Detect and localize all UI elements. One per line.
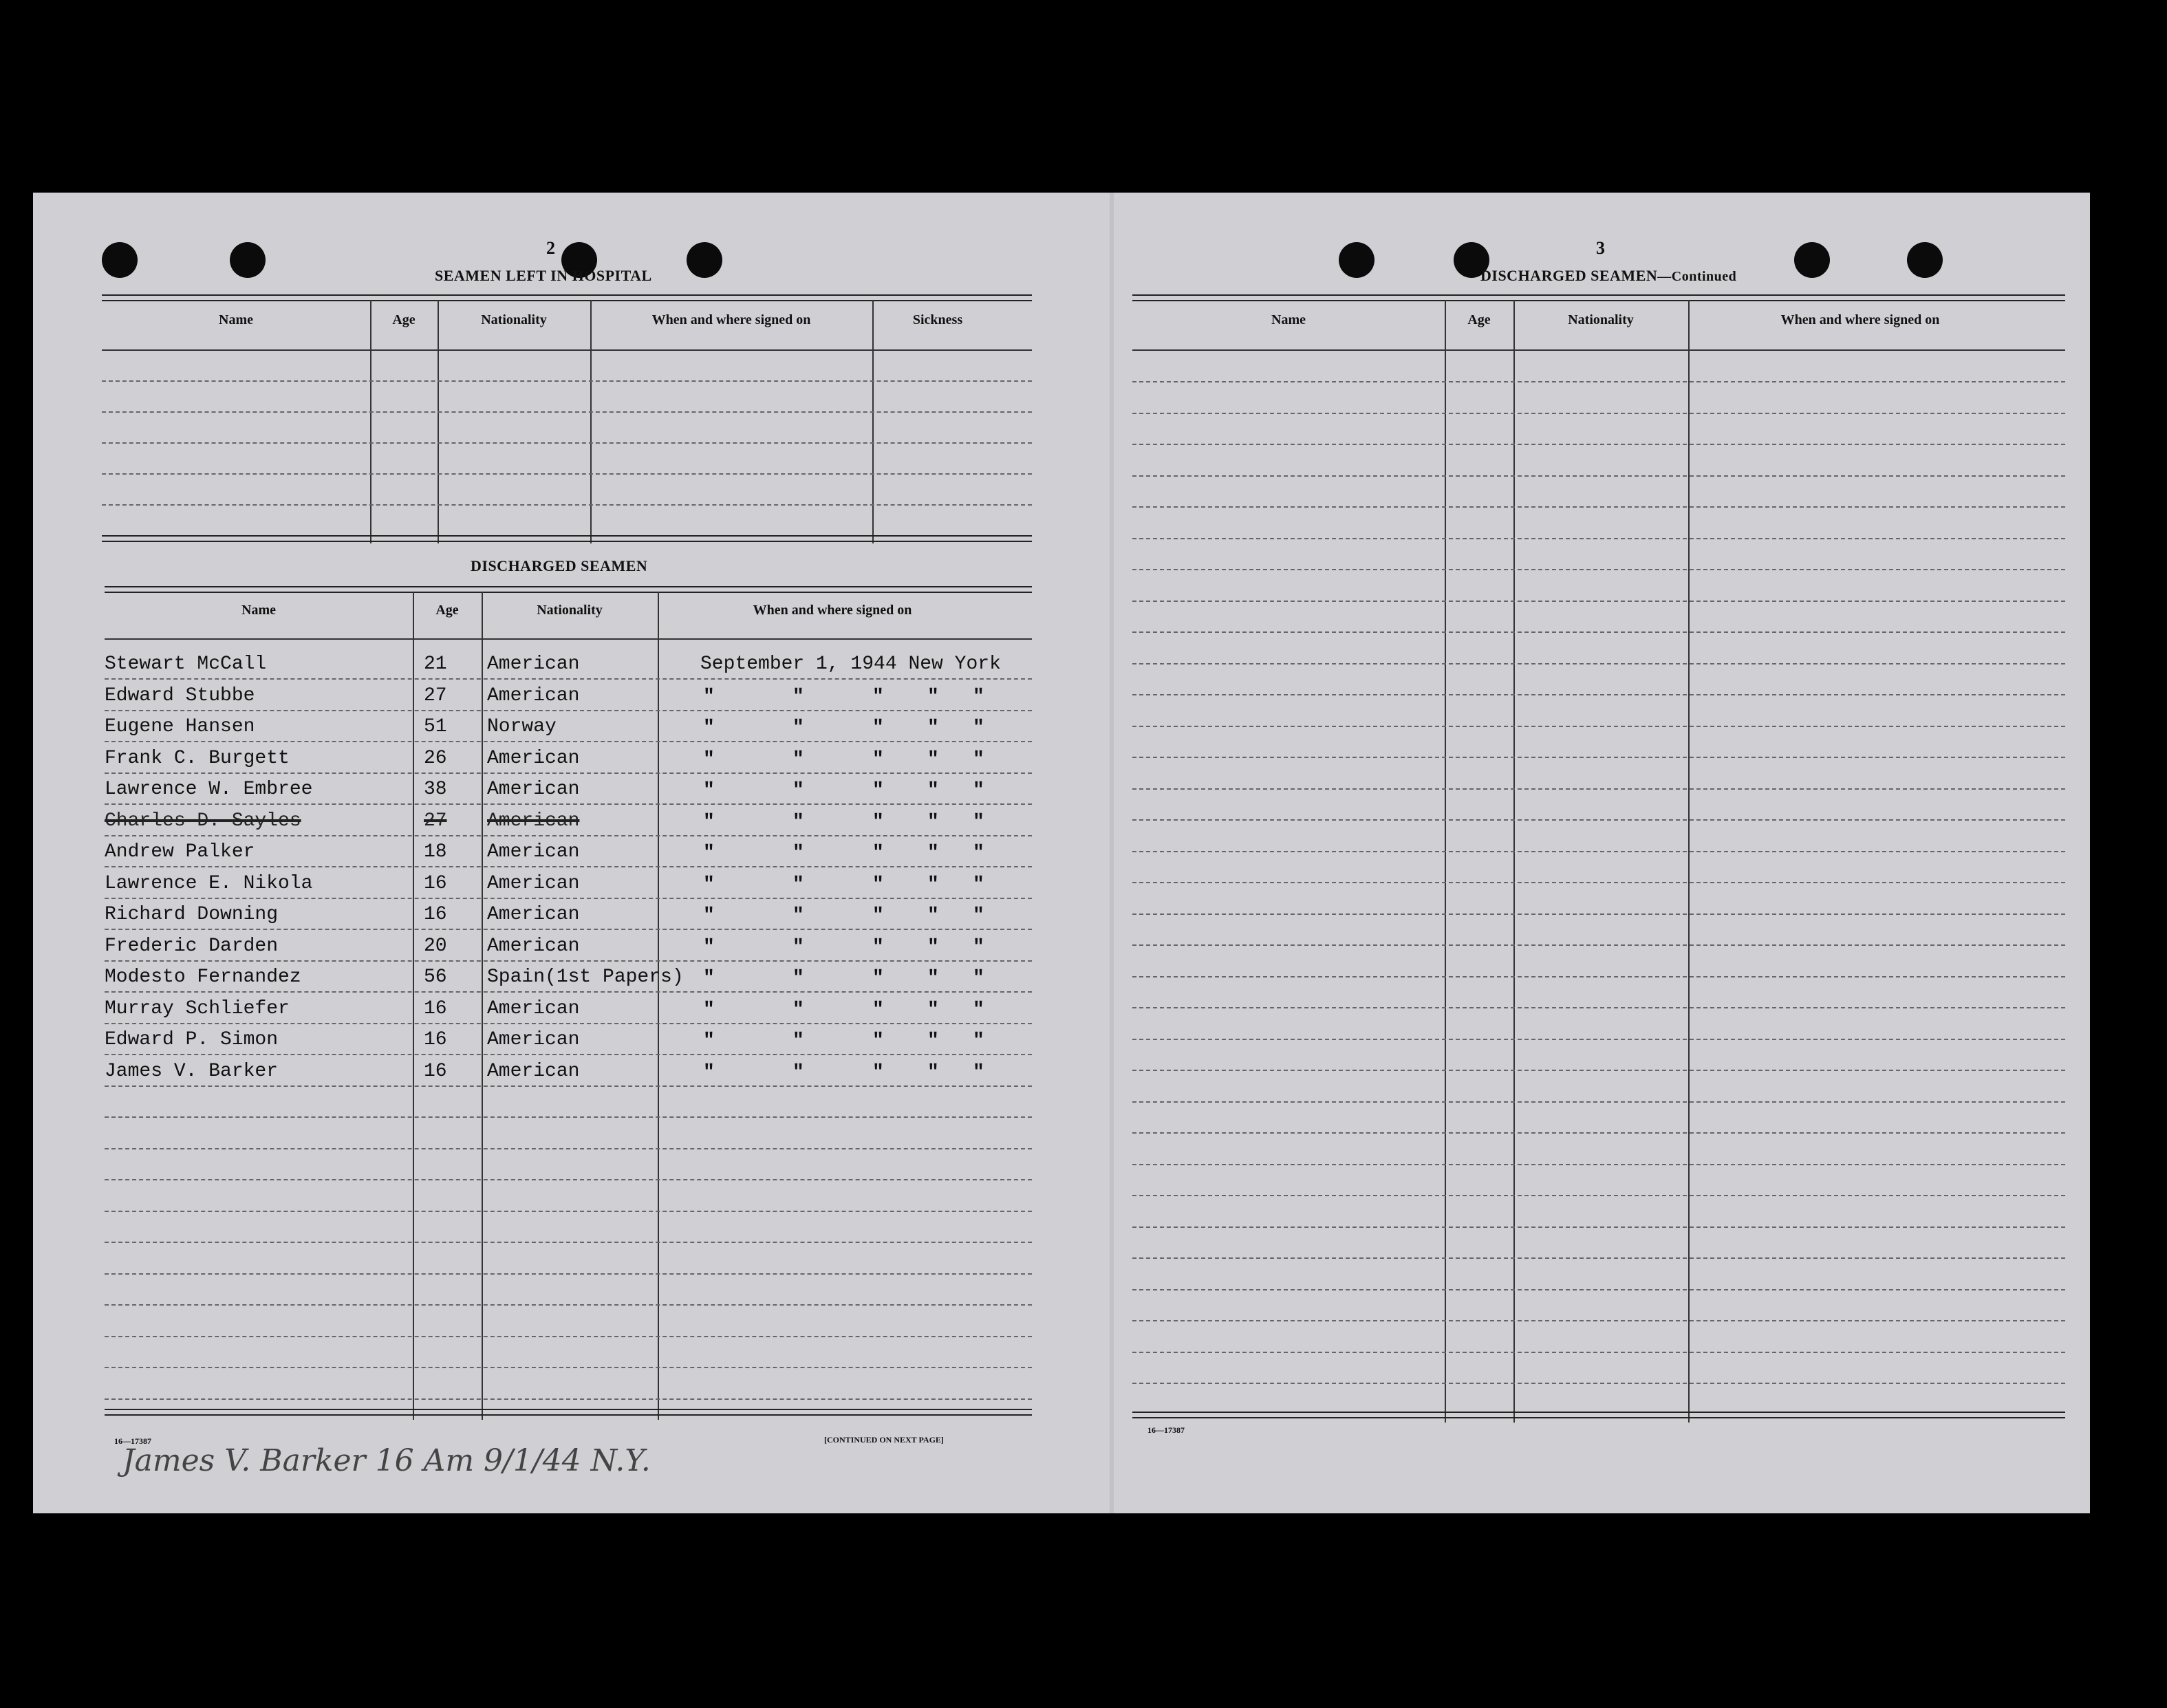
title-suffix: —Continued — [1657, 269, 1737, 284]
seaman-name: Andrew Palker — [105, 841, 255, 863]
ditto-mark: " — [793, 843, 804, 864]
ditto-mark: " — [872, 1030, 884, 1052]
row-rule — [1132, 601, 2065, 602]
column-header-name: Name — [1271, 312, 1306, 327]
seaman-nationality: American — [487, 841, 580, 863]
ditto-mark: " — [927, 811, 939, 833]
ditto-mark: " — [927, 905, 939, 927]
ditto-mark: " — [793, 999, 804, 1021]
ditto-mark: " — [927, 1030, 939, 1052]
ditto-mark: " — [927, 874, 939, 896]
column-header-signed-on: When and where signed on — [651, 312, 811, 327]
row-rule — [105, 1273, 1032, 1275]
row-rule — [105, 929, 1032, 930]
seaman-age: 16 — [424, 872, 447, 894]
hospital-table — [102, 294, 1032, 543]
seaman-name: Edward P. Simon — [105, 1029, 279, 1050]
seaman-nationality: American — [487, 684, 580, 706]
ditto-mark: " — [927, 717, 939, 739]
ditto-mark: " — [872, 717, 884, 739]
ditto-mark: " — [872, 780, 884, 801]
ditto-mark: " — [927, 748, 939, 770]
ditto-mark: " — [793, 905, 804, 927]
punch-hole — [1907, 242, 1943, 278]
ditto-mark: " — [927, 999, 939, 1021]
row-rule — [1132, 726, 2065, 727]
punch-hole — [1794, 242, 1830, 278]
row-rule — [1132, 1132, 2065, 1134]
row-rule — [105, 1054, 1032, 1055]
column-header-age: Age — [392, 312, 416, 327]
ditto-mark: " — [872, 811, 884, 833]
row-rule — [105, 1023, 1032, 1024]
ditto-mark: " — [872, 936, 884, 958]
discharged-table — [105, 586, 1032, 1420]
discharged-continued-title — [1480, 267, 1736, 285]
ditto-mark: " — [973, 905, 984, 927]
ditto-mark: " — [793, 811, 804, 833]
column-header-nationality: Nationality — [537, 603, 603, 618]
ditto-mark: " — [793, 1030, 804, 1052]
row-rule — [1132, 757, 2065, 758]
seaman-age: 16 — [424, 904, 447, 925]
ditto-mark: " — [793, 968, 804, 989]
row-rule — [105, 1398, 1032, 1400]
row-rule — [105, 1367, 1032, 1368]
row-rule — [1132, 1101, 2065, 1103]
row-rule — [1132, 851, 2065, 852]
seaman-name: Modesto Fernandez — [105, 966, 301, 988]
ditto-mark: " — [973, 874, 984, 896]
row-rule — [105, 960, 1032, 962]
form-number-right: 16—17387 — [1147, 1425, 1185, 1435]
ditto-mark: " — [703, 843, 715, 864]
column-header-age: Age — [1467, 312, 1491, 327]
row-rule — [1132, 819, 2065, 821]
row-rule — [1132, 1352, 2065, 1353]
row-rule — [105, 803, 1032, 805]
row-rule — [1132, 413, 2065, 414]
row-rule — [1132, 1226, 2065, 1228]
seaman-name: Murray Schliefer — [105, 997, 290, 1019]
row-rule — [1132, 694, 2065, 695]
ditto-mark: " — [703, 1030, 715, 1052]
column-header-nationality: Nationality — [481, 312, 547, 327]
ditto-mark: " — [872, 748, 884, 770]
row-rule — [105, 710, 1032, 711]
signed-on: September 1, 1944 New York — [700, 653, 1001, 675]
row-rule — [1132, 444, 2065, 445]
ditto-mark: " — [703, 811, 715, 833]
ditto-mark: " — [927, 1061, 939, 1083]
seaman-nationality: American — [487, 997, 580, 1019]
ditto-mark: " — [973, 1061, 984, 1083]
seaman-name: Charles D. Sayles — [105, 810, 301, 832]
seaman-name: Lawrence W. Embree — [105, 779, 313, 800]
ditto-mark: " — [703, 874, 715, 896]
row-rule — [105, 678, 1032, 680]
ditto-mark: " — [973, 936, 984, 958]
seaman-name: James V. Barker — [105, 1060, 279, 1082]
seaman-age: 27 — [424, 810, 447, 832]
ditto-mark: " — [872, 843, 884, 864]
ditto-mark: " — [872, 686, 884, 708]
seaman-age: 26 — [424, 747, 447, 769]
seaman-nationality: American — [487, 747, 580, 769]
row-rule — [1132, 475, 2065, 477]
title-main: DISCHARGED SEAMEN — [1480, 267, 1658, 284]
column-header-signed-on: When and where signed on — [1780, 312, 1940, 327]
row-rule — [105, 866, 1032, 867]
row-rule — [105, 1116, 1032, 1118]
seaman-age: 27 — [424, 684, 447, 706]
ditto-mark: " — [927, 843, 939, 864]
ditto-mark: " — [872, 968, 884, 989]
seaman-age: 38 — [424, 779, 447, 800]
row-rule — [105, 1304, 1032, 1306]
discharged-continued-table — [1132, 294, 2065, 1423]
row-rule — [105, 1085, 1032, 1087]
seaman-nationality: Spain(1st Papers) — [487, 966, 684, 988]
column-header-age: Age — [435, 603, 459, 618]
ditto-mark: " — [872, 874, 884, 896]
punch-hole — [102, 242, 138, 278]
seaman-age: 16 — [424, 997, 447, 1019]
ditto-mark: " — [927, 686, 939, 708]
ditto-mark: " — [793, 717, 804, 739]
ditto-mark: " — [872, 1061, 884, 1083]
row-rule — [1132, 381, 2065, 382]
seaman-age: 16 — [424, 1060, 447, 1082]
row-rule — [1132, 1164, 2065, 1165]
seaman-nationality: American — [487, 653, 580, 675]
row-rule — [105, 835, 1032, 836]
seaman-nationality: American — [487, 904, 580, 925]
ditto-mark: " — [973, 999, 984, 1021]
ditto-mark: " — [793, 686, 804, 708]
ditto-mark: " — [973, 780, 984, 801]
handwritten-note: James V. Barker 16 Am 9/1/44 N.Y. — [122, 1443, 651, 1478]
continued-note: [CONTINUED ON NEXT PAGE] — [824, 1435, 944, 1445]
column-header-name: Name — [219, 312, 253, 327]
row-rule — [1132, 1257, 2065, 1259]
ditto-mark: " — [973, 811, 984, 833]
ditto-mark: " — [793, 780, 804, 801]
ditto-mark: " — [703, 686, 715, 708]
ditto-mark: " — [973, 717, 984, 739]
row-rule — [1132, 1289, 2065, 1290]
row-rule — [1132, 1007, 2065, 1008]
ditto-mark: " — [703, 717, 715, 739]
row-rule — [1132, 1070, 2065, 1071]
row-rule — [1132, 944, 2065, 946]
row-rule — [1132, 569, 2065, 570]
seaman-name: Frank C. Burgett — [105, 747, 290, 769]
ditto-mark: " — [927, 780, 939, 801]
punch-hole — [687, 242, 722, 278]
seaman-nationality: American — [487, 1060, 580, 1082]
ditto-mark: " — [872, 905, 884, 927]
seaman-name: Lawrence E. Nikola — [105, 872, 313, 894]
row-rule — [1132, 506, 2065, 508]
row-rule — [1132, 631, 2065, 633]
ditto-mark: " — [973, 1030, 984, 1052]
seaman-age: 21 — [424, 653, 447, 675]
row-rule — [1132, 914, 2065, 915]
row-rule — [105, 1242, 1032, 1243]
ditto-mark: " — [793, 748, 804, 770]
document-sheet — [33, 193, 2090, 1513]
seaman-age: 56 — [424, 966, 447, 988]
row-rule — [1132, 976, 2065, 977]
form-number-left: 16—17387 — [114, 1436, 151, 1446]
discharged-section-title: DISCHARGED SEAMEN — [471, 557, 648, 574]
row-rule — [1132, 1320, 2065, 1321]
page-number-left: 2 — [546, 238, 555, 258]
punch-hole — [1339, 242, 1374, 278]
ditto-mark: " — [973, 686, 984, 708]
punch-hole — [230, 242, 266, 278]
ditto-mark: " — [927, 936, 939, 958]
seaman-age: 16 — [424, 1029, 447, 1050]
hospital-section-title: SEAMEN LEFT IN HOSPITAL — [435, 267, 652, 284]
ditto-mark: " — [973, 843, 984, 864]
ditto-mark: " — [973, 748, 984, 770]
seaman-age: 51 — [424, 716, 447, 737]
seaman-name: Edward Stubbe — [105, 684, 255, 706]
seaman-name: Stewart McCall — [105, 653, 267, 675]
row-rule — [1132, 663, 2065, 664]
row-rule — [105, 898, 1032, 899]
seaman-nationality: American — [487, 872, 580, 894]
row-rule — [1132, 1195, 2065, 1196]
seaman-nationality: American — [487, 810, 580, 832]
row-rule — [105, 1179, 1032, 1180]
row-rule — [105, 1211, 1032, 1212]
column-header-name: Name — [241, 603, 276, 618]
column-header-sickness: Sickness — [912, 312, 963, 327]
ditto-mark: " — [703, 1061, 715, 1083]
ditto-mark: " — [703, 936, 715, 958]
column-header-nationality: Nationality — [1568, 312, 1634, 327]
row-rule — [1132, 788, 2065, 790]
column-header-signed-on: When and where signed on — [753, 603, 912, 618]
row-rule — [105, 772, 1032, 774]
ditto-mark: " — [793, 1061, 804, 1083]
center-fold — [1110, 193, 1114, 1513]
row-rule — [1132, 538, 2065, 539]
seaman-nationality: American — [487, 779, 580, 800]
ditto-mark: " — [703, 905, 715, 927]
seaman-name: Richard Downing — [105, 904, 279, 925]
row-rule — [1132, 882, 2065, 883]
seaman-age: 18 — [424, 841, 447, 863]
row-rule — [105, 1148, 1032, 1149]
ditto-mark: " — [973, 968, 984, 989]
ditto-mark: " — [703, 999, 715, 1021]
ditto-mark: " — [793, 936, 804, 958]
seaman-name: Frederic Darden — [105, 935, 279, 957]
ditto-mark: " — [703, 780, 715, 801]
seaman-nationality: American — [487, 935, 580, 957]
row-rule — [105, 1336, 1032, 1337]
seaman-nationality: American — [487, 1029, 580, 1050]
seaman-name: Eugene Hansen — [105, 716, 255, 737]
ditto-mark: " — [927, 968, 939, 989]
ditto-mark: " — [703, 968, 715, 989]
seaman-nationality: Norway — [487, 716, 557, 737]
ditto-mark: " — [872, 999, 884, 1021]
ditto-mark: " — [703, 748, 715, 770]
page-number-right: 3 — [1596, 238, 1605, 258]
row-rule — [1132, 1383, 2065, 1384]
ditto-mark: " — [793, 874, 804, 896]
row-rule — [105, 741, 1032, 742]
seaman-age: 20 — [424, 935, 447, 957]
row-rule — [105, 991, 1032, 993]
row-rule — [1132, 1039, 2065, 1040]
